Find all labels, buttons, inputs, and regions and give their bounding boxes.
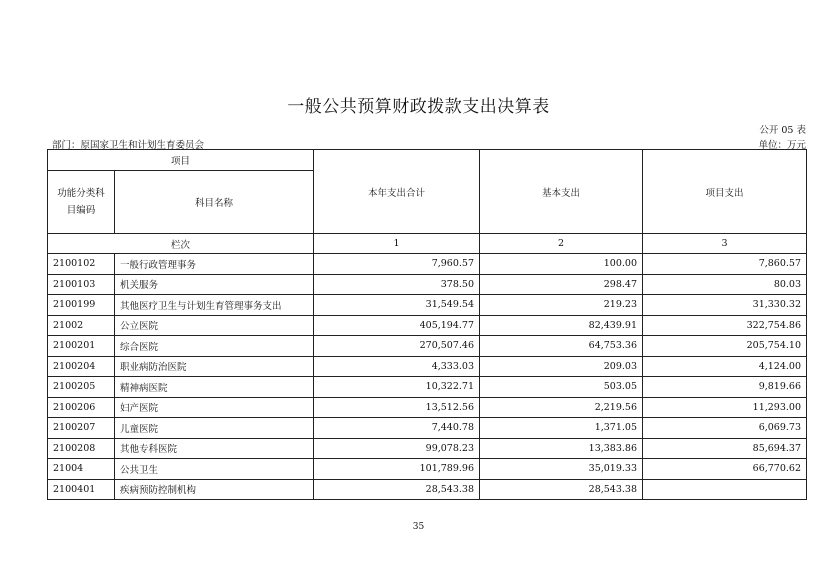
cell-project <box>643 479 807 500</box>
cell-total: 10,322.71 <box>314 377 480 398</box>
table-row <box>48 356 807 377</box>
table-row <box>48 377 807 398</box>
cell-code: 2100401 <box>48 479 115 500</box>
cell-total: 4,333.03 <box>314 356 480 377</box>
cell-total: 270,507.46 <box>314 336 480 357</box>
cell-project: 7,860.57 <box>643 254 807 275</box>
cell-total: 378.50 <box>314 274 480 295</box>
table-row <box>48 418 807 439</box>
cell-total: 13,512.56 <box>314 397 480 418</box>
cell-total: 99,078.23 <box>314 438 480 459</box>
cell-project: 31,330.32 <box>643 295 807 316</box>
expenditure-table <box>47 149 807 500</box>
cell-total: 7,440.78 <box>314 418 480 439</box>
cell-name: 儿童医院 <box>115 418 314 439</box>
cell-total: 28,543.38 <box>314 479 480 500</box>
header-name: 科目名称 <box>115 171 314 234</box>
header-row-top <box>48 150 807 171</box>
cell-code: 21002 <box>48 315 115 336</box>
cell-basic: 35,019.33 <box>480 459 643 480</box>
cell-basic: 503.05 <box>480 377 643 398</box>
header-project: 项目支出 <box>643 150 807 234</box>
table-row <box>48 479 807 500</box>
unit-label: 单位：万元 <box>758 140 806 151</box>
cell-name: 一般行政管理事务 <box>115 254 314 275</box>
cell-total: 405,194.77 <box>314 315 480 336</box>
cell-project: 6,069.73 <box>643 418 807 439</box>
cell-project: 66,770.62 <box>643 459 807 480</box>
page-number: 35 <box>412 522 425 532</box>
cell-project: 85,694.37 <box>643 438 807 459</box>
cell-basic: 13,383.86 <box>480 438 643 459</box>
header-col-label: 栏次 <box>48 234 314 254</box>
header-col-3: 3 <box>643 234 807 254</box>
header-basic: 基本支出 <box>480 150 643 234</box>
cell-basic: 1,371.05 <box>480 418 643 439</box>
cell-total: 7,960.57 <box>314 254 480 275</box>
cell-name: 机关服务 <box>115 274 314 295</box>
cell-basic: 298.47 <box>480 274 643 295</box>
header-project-group: 项目 <box>48 150 314 171</box>
cell-name: 职业病防治医院 <box>115 356 314 377</box>
cell-code: 2100201 <box>48 336 115 357</box>
table-row <box>48 336 807 357</box>
table-row <box>48 459 807 480</box>
cell-total: 31,549.54 <box>314 295 480 316</box>
cell-project: 4,124.00 <box>643 356 807 377</box>
header-code: 功能分类科目编码 <box>48 171 115 234</box>
table-row <box>48 254 807 275</box>
department-label: 部门：原国家卫生和计划生育委员会 <box>52 140 205 151</box>
cell-basic: 209.03 <box>480 356 643 377</box>
cell-name: 其他专科医院 <box>115 438 314 459</box>
cell-project: 11,293.00 <box>643 397 807 418</box>
cell-basic: 82,439.91 <box>480 315 643 336</box>
cell-name: 疾病预防控制机构 <box>115 479 314 500</box>
table-row <box>48 438 807 459</box>
form-number: 公开 05 表 <box>759 125 806 136</box>
cell-total: 101,789.96 <box>314 459 480 480</box>
cell-name: 公立医院 <box>115 315 314 336</box>
cell-name: 公共卫生 <box>115 459 314 480</box>
cell-code: 2100103 <box>48 274 115 295</box>
table-row <box>48 274 807 295</box>
cell-name: 精神病医院 <box>115 377 314 398</box>
table-row <box>48 295 807 316</box>
header-col-1: 1 <box>314 234 480 254</box>
header-col-2: 2 <box>480 234 643 254</box>
cell-code: 2100205 <box>48 377 115 398</box>
cell-code: 2100204 <box>48 356 115 377</box>
table-row <box>48 397 807 418</box>
header-total: 本年支出合计 <box>314 150 480 234</box>
cell-basic: 219.23 <box>480 295 643 316</box>
cell-basic: 28,543.38 <box>480 479 643 500</box>
cell-code: 2100206 <box>48 397 115 418</box>
cell-project: 9,819.66 <box>643 377 807 398</box>
cell-code: 21004 <box>48 459 115 480</box>
cell-name: 妇产医院 <box>115 397 314 418</box>
cell-basic: 64,753.36 <box>480 336 643 357</box>
cell-project: 322,754.86 <box>643 315 807 336</box>
header-row-index <box>48 234 807 254</box>
cell-name: 其他医疗卫生与计划生育管理事务支出 <box>115 295 314 316</box>
cell-code: 2100208 <box>48 438 115 459</box>
page-title: 一般公共预算财政拨款支出决算表 <box>287 97 550 117</box>
cell-code: 2100102 <box>48 254 115 275</box>
cell-basic: 100.00 <box>480 254 643 275</box>
cell-name: 综合医院 <box>115 336 314 357</box>
cell-code: 2100207 <box>48 418 115 439</box>
cell-basic: 2,219.56 <box>480 397 643 418</box>
table-row <box>48 315 807 336</box>
cell-project: 205,754.10 <box>643 336 807 357</box>
cell-project: 80.03 <box>643 274 807 295</box>
cell-code: 2100199 <box>48 295 115 316</box>
